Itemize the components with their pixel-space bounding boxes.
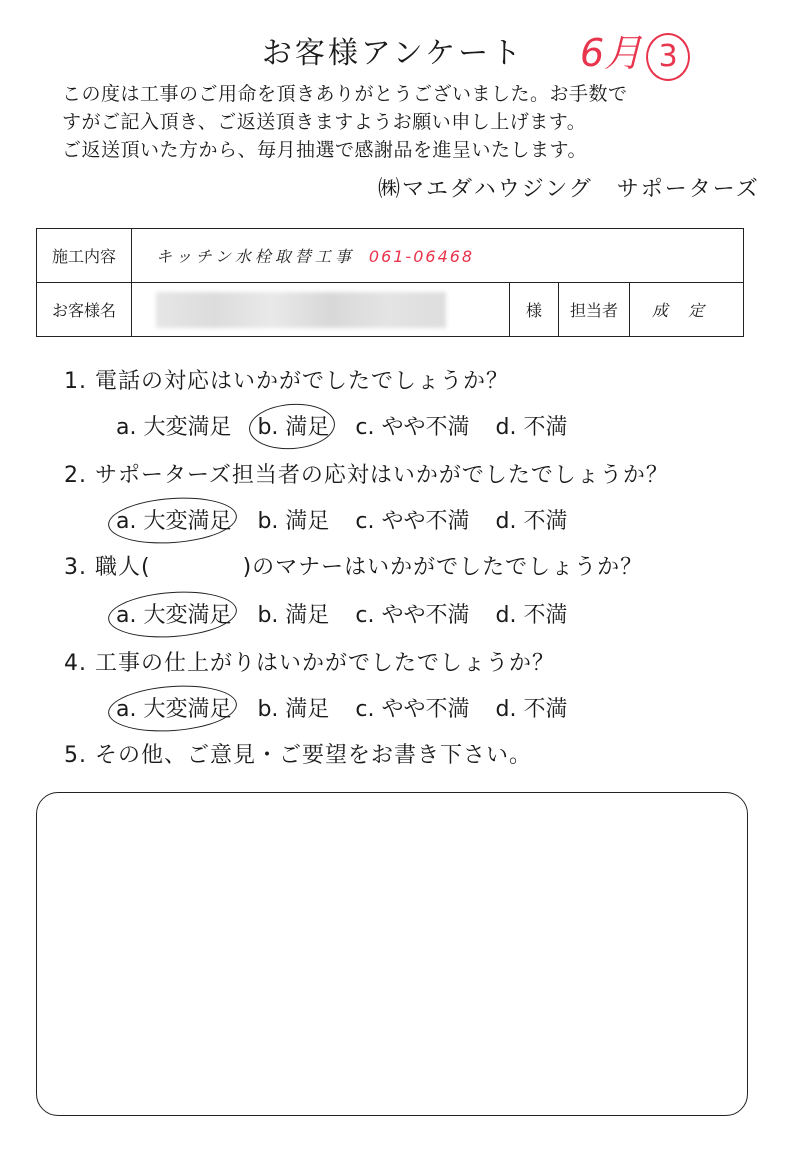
company-name: ㈱マエダハウジング サポーターズ (378, 177, 760, 202)
work-code: 061-06468 (368, 247, 475, 266)
options-1 (116, 410, 593, 441)
option-d[interactable]: d. 不満 (495, 603, 568, 628)
option-c[interactable]: c. やや不満 (355, 415, 470, 440)
work-value[interactable] (132, 229, 744, 283)
question-1 (64, 364, 509, 395)
options-3 (116, 598, 593, 629)
customer-label: お客様名 (37, 283, 132, 337)
question-4 (64, 646, 555, 677)
redacted-name (156, 292, 446, 328)
option-d[interactable]: d. 不満 (495, 697, 568, 722)
option-b[interactable]: b. 満足 (257, 603, 330, 628)
option-a[interactable]: a. 大変満足 (116, 415, 232, 440)
question-3 (64, 550, 643, 581)
option-a[interactable]: a. 大変満足 (116, 692, 231, 723)
intro-line: すがご記入頂き、ご返送頂きますようお願い申し上げます。 (62, 111, 587, 133)
question-5 (64, 738, 532, 769)
option-d[interactable]: d. 不満 (495, 509, 568, 534)
option-a[interactable]: a. 大変満足 (116, 598, 231, 629)
option-b[interactable]: b. 満足 (257, 410, 329, 441)
staff-label: 担当者 (558, 283, 629, 337)
work-description: キッチン水栓取替工事 (156, 247, 355, 266)
options-2 (116, 504, 593, 535)
option-a[interactable]: a. 大変満足 (116, 504, 231, 535)
q-number: 4. (64, 651, 87, 676)
option-c[interactable]: c. やや不満 (355, 697, 470, 722)
work-label: 施工内容 (37, 229, 132, 283)
handwritten-month: 6月 (580, 31, 643, 75)
q-number: 1. (64, 369, 87, 394)
q-text: サポーターズ担当者の応対はいかがでしたでしょうか？ (95, 463, 669, 488)
option-d[interactable]: d. 不満 (495, 415, 568, 440)
q-text: 電話の対応はいかがでしたでしょうか？ (95, 369, 510, 394)
option-b[interactable]: b. 満足 (257, 509, 330, 534)
q-text: 職人( )のマナーはいかがでしたでしょうか？ (95, 555, 644, 580)
handwritten-date (580, 22, 690, 81)
options-4 (116, 692, 593, 723)
survey-title: お客様アンケート (261, 36, 525, 71)
info-table (36, 228, 744, 337)
intro-text (62, 80, 628, 164)
honorific: 様 (509, 283, 558, 337)
intro-line: ご返送頂いた方から、毎月抽選で感謝品を進呈いたします。 (62, 139, 587, 161)
handwritten-day: 3 (646, 33, 690, 81)
q-number: 5. (64, 743, 87, 768)
option-b[interactable]: b. 満足 (257, 697, 330, 722)
option-c[interactable]: c. やや不満 (355, 509, 470, 534)
customer-name-field[interactable] (132, 283, 510, 337)
option-c[interactable]: c. やや不満 (355, 603, 470, 628)
intro-line: この度は工事のご用命を頂きありがとうございました。お手数で (62, 83, 628, 105)
comment-box[interactable] (36, 792, 748, 1116)
q-number: 3. (64, 555, 87, 580)
q-text: その他、ご意見・ご要望をお書き下さい。 (95, 743, 533, 768)
q-text: 工事の仕上がりはいかがでしたでしょうか？ (95, 651, 556, 676)
staff-signature[interactable]: 成定 (629, 283, 743, 337)
question-2 (64, 458, 669, 489)
q-number: 2. (64, 463, 87, 488)
